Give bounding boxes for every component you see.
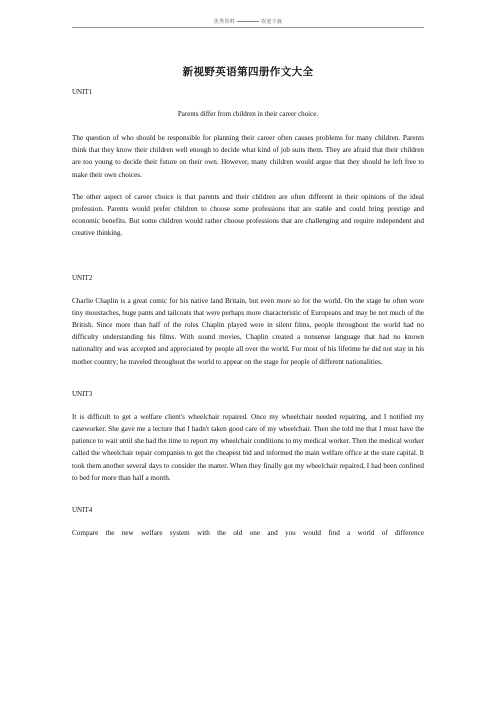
unit1-heading: UNIT1 — [72, 88, 93, 96]
document-title: 新视野英语第四册作文大全 — [182, 66, 314, 78]
unit1-paragraph-2: The other aspect of career choice is that parents and their children are often different in their opinions of the ideal profession. Parents would prefer children to choose some professions that are stable and could bring prestige and economic benefits. But some children would rather choose professions that are challenging and require independent and creative thinking. — [72, 192, 424, 238]
unit2-heading: UNIT2 — [72, 273, 93, 282]
unit4-heading: UNIT4 — [72, 506, 93, 515]
page-header — [0, 18, 496, 25]
header-left-text: 优秀资料 — [213, 20, 235, 25]
unit3-paragraph-1: It is difficult to get a welfare client's wheelchair repaired. Once my wheelchair needed repairing, and I notified my caseworker. She gave me a lecture that I hadn't taken good care of my wheelchair. Then she told me that I must have the patience to wait until she had the time to report my wheelchair conditions to my medical worker. Then the medical worker called the wheelchair repair companies to get the cheapest bid and informed the main welfare office at the state capital. It took them another several days to consider the matter. When they finally got my wheelchair repaired, I had been confined to bed for more than half a month. — [72, 412, 424, 482]
header-rule — [72, 27, 424, 28]
unit1-essay-title: Parents differ from children in their career choice. — [177, 110, 319, 118]
document-body — [72, 64, 424, 539]
unit2-paragraph-1: Charlie Chaplin is a great comic for his native land Britain, but even more so for the world. On the stage he often wore tiny moustaches, huge pants and tailcoats that were perhaps more characteristic of Europeans and may be not much of the British. Since more than half of the roles Chaplin played were in silent films, people throughout the world had no difficulty understanding his films. With sound movies, Chaplin created a nonsense language that had no known nationality and was accepted and appreciated by people all over the world. For most of his lifetime he did not stay in his mother country; he traveled throughout the world to appear on the stage for people of different nationalities. — [72, 296, 424, 366]
unit4-paragraph-1: Compare the new welfare system with the old one and you would find a world of difference — [72, 529, 424, 538]
header-right-text: 欢迎下载 — [261, 20, 283, 25]
header-separator — [237, 21, 259, 22]
unit3-heading: UNIT3 — [72, 389, 93, 398]
unit1-paragraph-1: The question of who should be responsible for planning their career often causes problems for many children. Parents think that they know their children well enough to decide what kind of job suits them. They are afraid that their children are too young to decide their future on their own. However, many children would argue that they should be left free to make their own choices. — [72, 134, 424, 179]
